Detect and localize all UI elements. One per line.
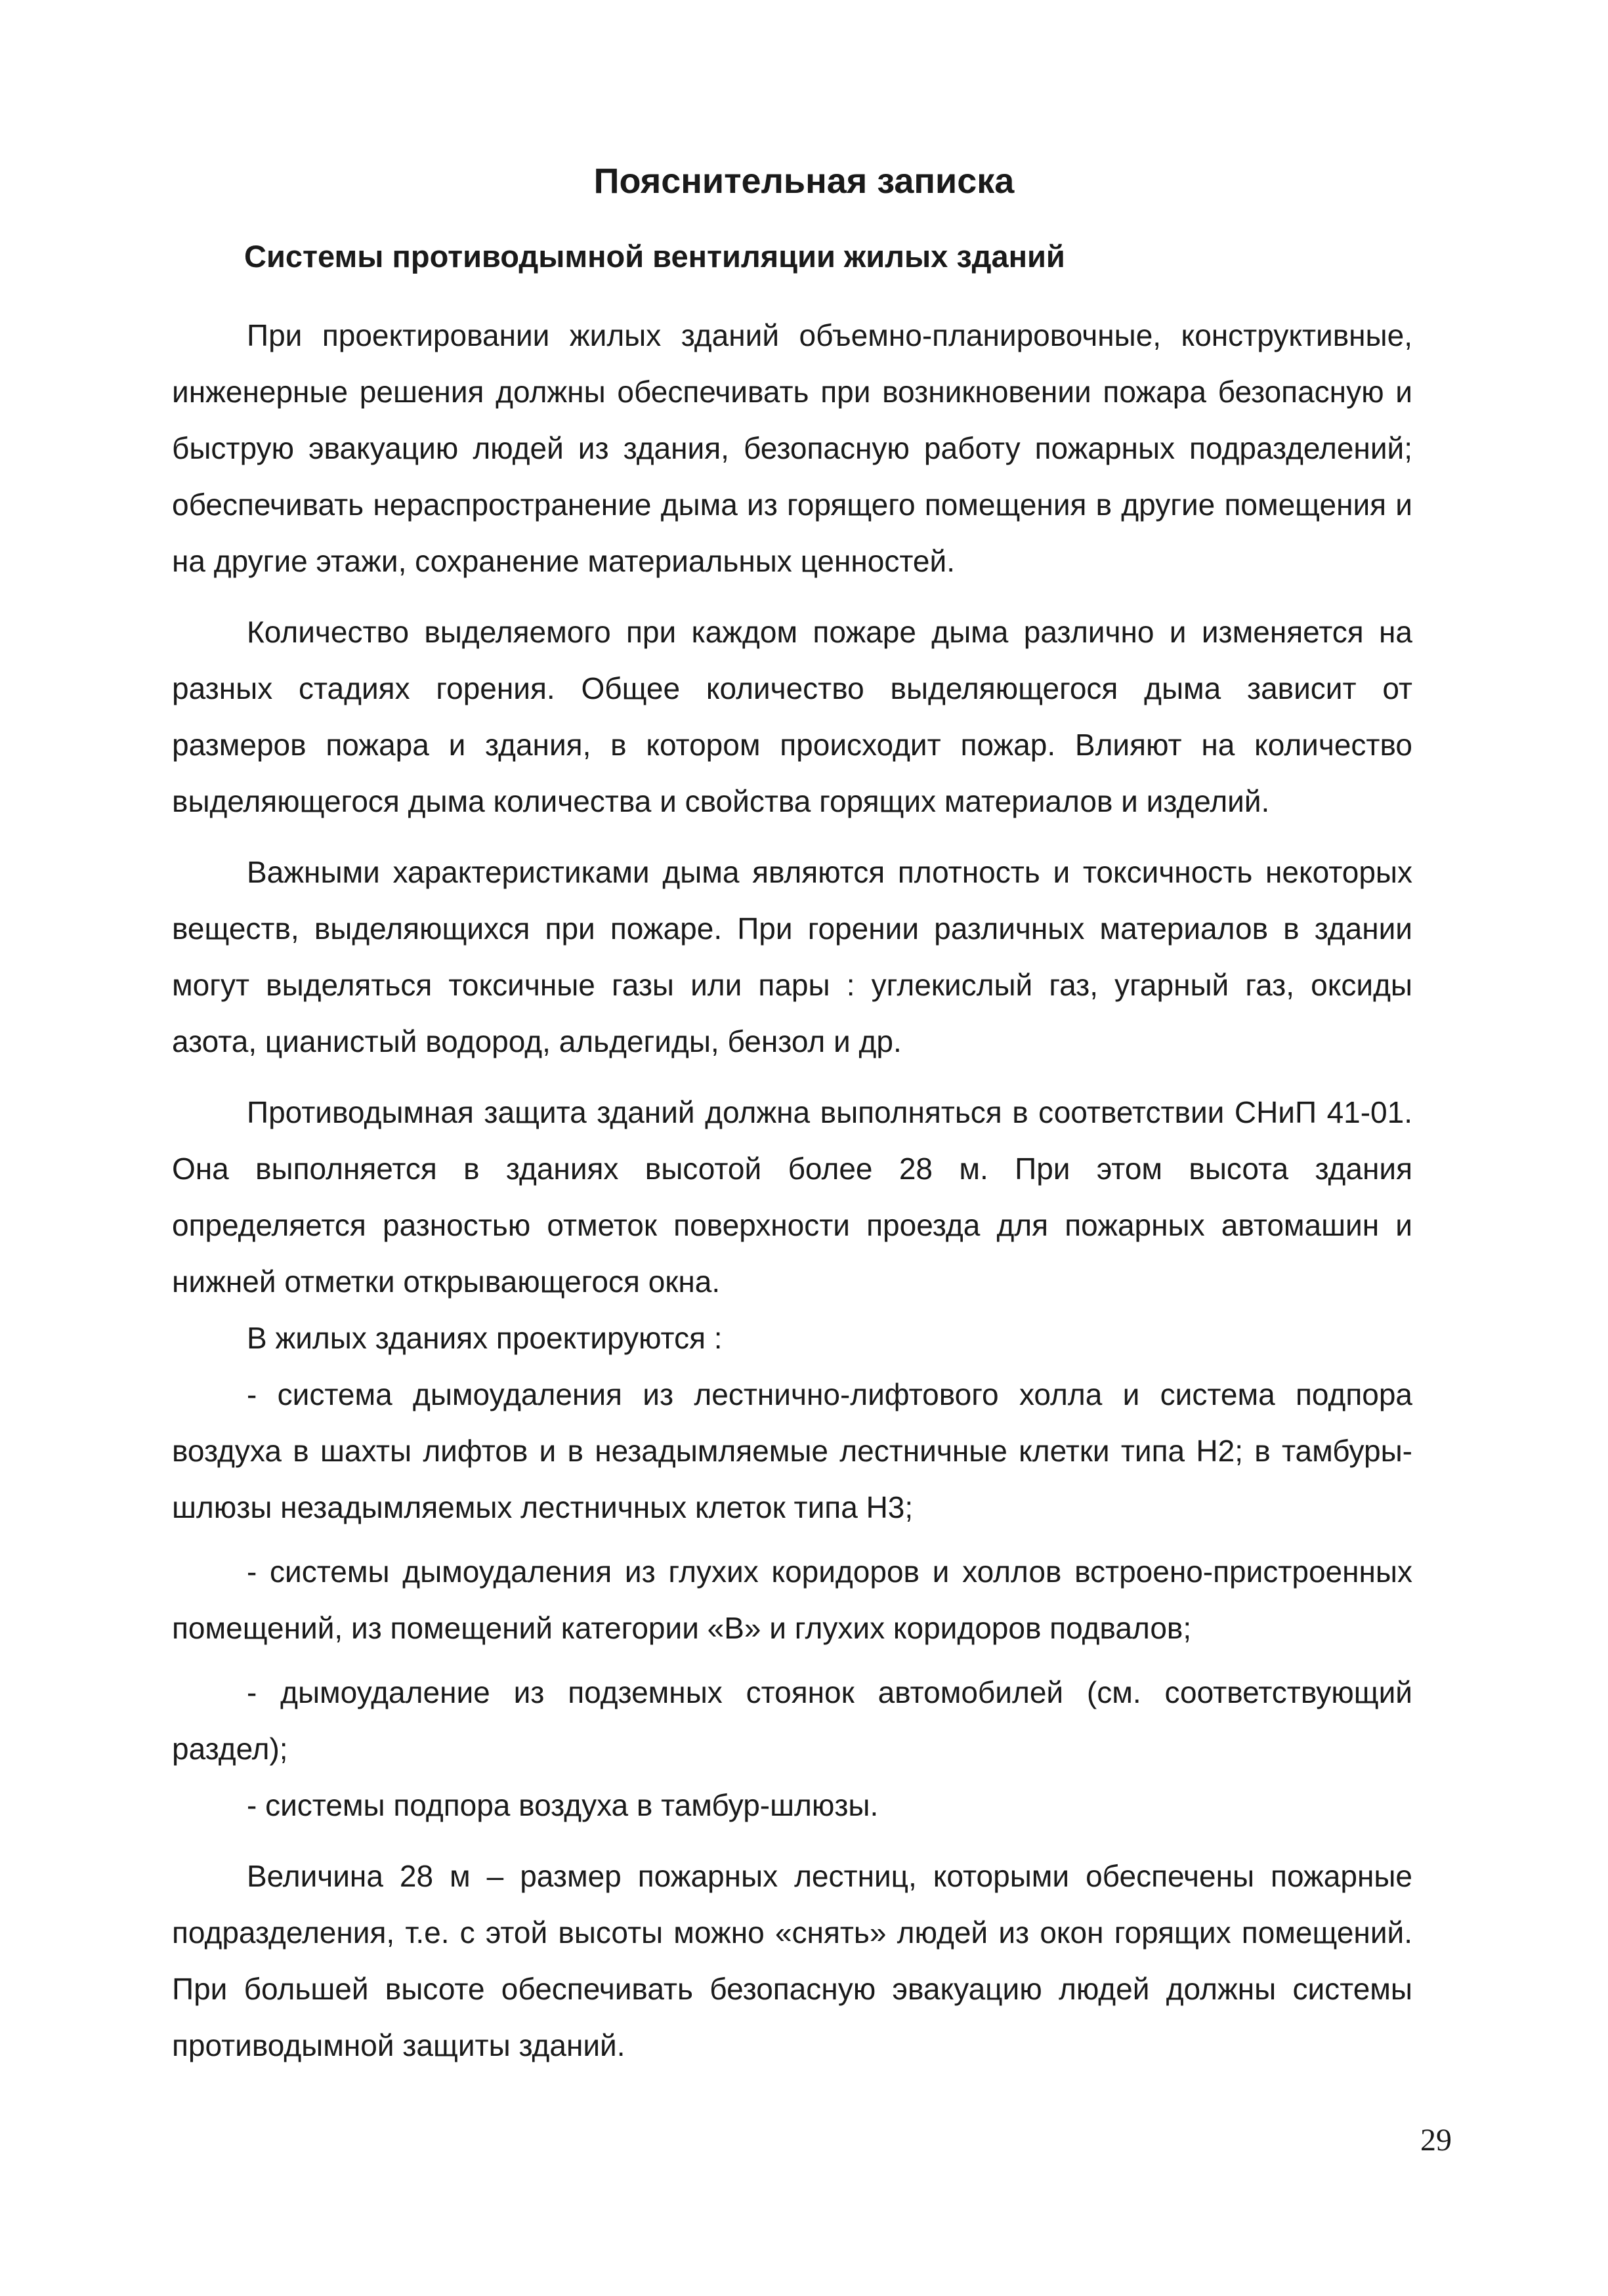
page-title: Пояснительная записка [593, 161, 1015, 201]
paragraph: Величина 28 м – размер пожарных лестниц, которыми обеспечены пожарные подразделения, т.е. с этой высоты можно «снять» людей из окон горящих помещений. При большей высоте обеспечивать безопасную эвакуацию людей должны системы противодымной защиты зданий. [172, 1859, 1412, 2062]
paragraph: Важными характеристиками дыма являются плотность и токсичность некоторых веществ, выделяющихся при пожаре. При горении различных материалов в здании могут выделяться токсичные газы или пары : углекислый газ, угарный газ, оксиды азота, цианистый водород, альдегиды, бензол и др. [172, 855, 1412, 1058]
list-item: - системы дымоудаления из глухих коридоров и холлов встроено-пристроенных помещений, из помещений категории «В» и глухих коридоров подвалов; [172, 1555, 1412, 1645]
paragraph: Количество выделяемого при каждом пожаре дыма различно и изменяется на разных стадиях горения. Общее количество выделяющегося дыма зависит от размеров пожара и здания, в котором происходит пожар. Влияют на количество выделяющегося дыма количества и свойства горящих материалов и изделий. [172, 615, 1412, 818]
page-number: 29 [1420, 2123, 1452, 2158]
section-heading: Системы противодымной вентиляции жилых зданий [244, 239, 1065, 274]
list-item: - системы подпора воздуха в тамбур-шлюзы. [247, 1788, 879, 1822]
paragraph: Противодымная защита зданий должна выполняться в соответствии СНиП 41-01. Она выполняется в зданиях высотой более 28 м. При этом высота здания определяется разностью отметок поверхности проезда для пожарных автомашин и нижней отметки открывающегося окна. [172, 1095, 1412, 1299]
list-item: - система дымоудаления из лестнично-лифтового холла и система подпора воздуха в шахты лифтов и в незадымляемые лестничные клетки типа Н2; в тамбуры-шлюзы незадымляемых лестничных клеток типа Н3; [172, 1377, 1412, 1524]
list-item: - дымоудаление из подземных стоянок автомобилей (см. соответствующий раздел); [172, 1675, 1412, 1766]
body-text [172, 307, 1412, 2074]
paragraph: В жилых зданиях проектируются : [247, 1321, 723, 1355]
paragraph: При проектировании жилых зданий объемно-планировочные, конструктивные, инженерные решения должны обеспечивать при возникновении пожара безопасную и быструю эвакуацию людей из здания, безопасную работу пожарных подразделений; обеспечивать нераспространение дыма из горящего помещения в другие помещения и на другие этажи, сохранение материальных ценностей. [172, 318, 1412, 578]
